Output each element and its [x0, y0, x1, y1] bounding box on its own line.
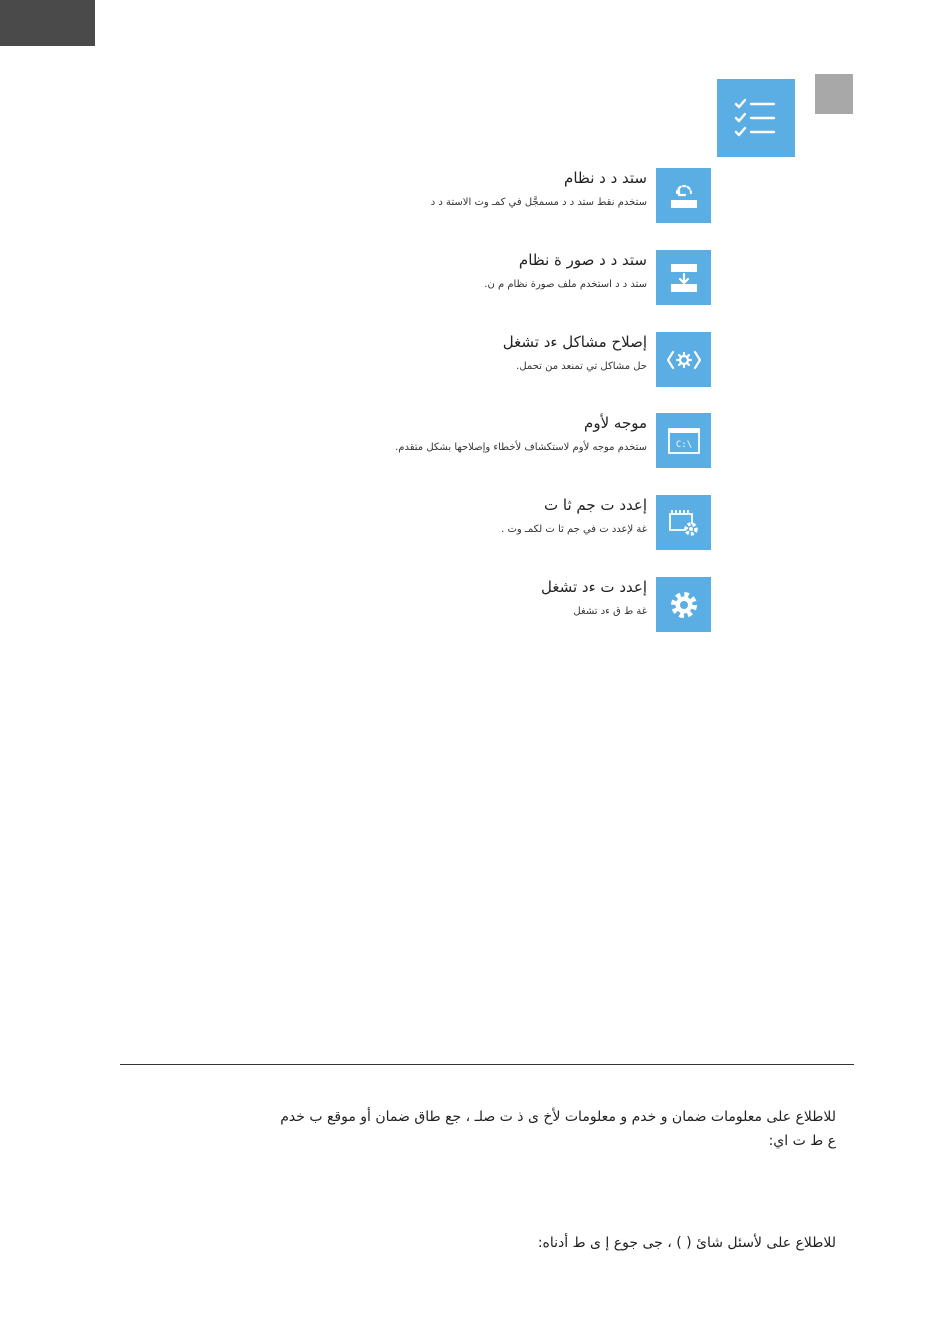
command-prompt-icon[interactable]: [656, 413, 711, 468]
option-image-recovery[interactable]: [484, 250, 647, 292]
startup-repair-icon[interactable]: [656, 332, 711, 387]
option-command-prompt[interactable]: [395, 413, 647, 455]
checklist-icon: [717, 79, 795, 157]
option-desc: غة ط ق ءد تشغل: [573, 606, 647, 617]
option-title: ستد د د نظام: [564, 169, 647, 187]
option-title: ستد د د صور ة نظام: [518, 251, 647, 269]
startup-settings-icon[interactable]: [656, 577, 711, 632]
option-desc: غة لإعدد ت في جم ثا ت لكمـ وت .: [501, 524, 647, 535]
paragraph-line: للاطلاع على لأسئل شائ ( ) ، جى جوع إ ى ط أدناه:: [537, 1235, 836, 1251]
paragraph-line: للاطلاع على معلومات ضمان و خدم و معلومات لأخ ى ذ ت صلـ ، جع طاق ضمان أو موقع ب خدم: [280, 1109, 836, 1125]
warranty-info-paragraph: [280, 1105, 836, 1153]
option-desc: ستخدم نقط ستد د د مسمجَّل في كمـ وت الاستة د د: [430, 197, 647, 208]
svg-text:C:\: C:\: [675, 439, 692, 450]
option-title: إعدد ت جم ثا ت: [544, 496, 647, 514]
faq-paragraph: [538, 1231, 836, 1255]
option-title: موجه لأوم: [584, 414, 647, 432]
option-title: إصلاح مشاكل ءد تشغل: [502, 333, 647, 351]
paragraph-line: ع ط ت اي:: [768, 1133, 836, 1149]
image-recovery-icon[interactable]: [656, 250, 711, 305]
section-divider: [120, 1064, 854, 1065]
page-side-tab: [815, 74, 853, 114]
system-restore-icon[interactable]: [656, 168, 711, 223]
option-desc: حل مشاكل تي تمنعد من تحمل.: [516, 361, 647, 372]
option-firmware-settings[interactable]: [501, 495, 647, 537]
option-system-restore[interactable]: [431, 168, 647, 210]
option-title: إعدد ت ءد تشغل: [541, 578, 647, 596]
option-startup-settings[interactable]: [541, 577, 647, 619]
option-desc: ستخدم موجه لأوم لاستكشاف لأخطاء وإصلاحها بشكل متقدم.: [395, 442, 647, 453]
option-startup-repair[interactable]: [503, 332, 647, 374]
option-desc: ستد د د استخدم ملف صورة نظام م ن.: [484, 279, 647, 290]
firmware-settings-icon[interactable]: [656, 495, 711, 550]
corner-block: [0, 0, 95, 46]
